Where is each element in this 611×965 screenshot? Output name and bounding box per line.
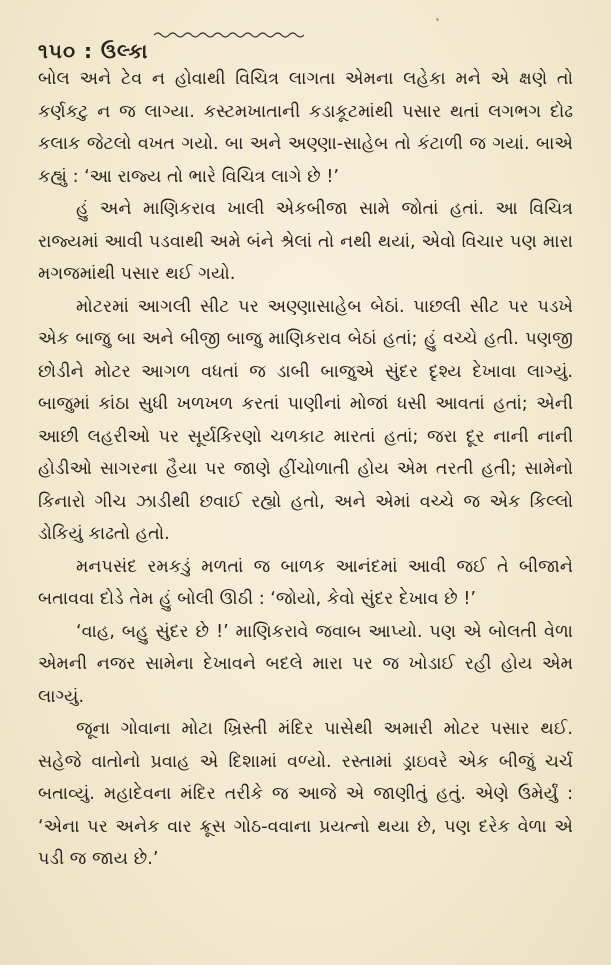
paragraph: જૂના ગોવાના મોટા ખ્રિસ્તી મંદિર પાસેથી અમારી મોટર પસાર થઈ. સહેજે વાતોનો પ્રવાહ એ દિશામાં વળ્યો. રસ્તામાં ડ્રાઇવરે એક બીજું ચર્ચ બતાવ્યું. મહાદેવના મંદિર તરીકે જ આજે એ જાણીતું હતું. એણે ઉમેર્યું : ‘એના પર અનેક વાર ક્રૂસ ગોઠ-વવાના પ્રયત્નો થયા છે, પણ દરેક વેળા એ પડી જ જાય છે.’: [38, 719, 573, 869]
body-text: [38, 63, 573, 876]
running-header: ૧૫૦ : ઉલ્કા: [38, 39, 149, 63]
paragraph: બોલ અને ટેવ ન હોવાથી વિચિત્ર લાગતા એમના લહેકા મને એ ક્ષણે તો કર્ણકટુ ન જ લાગ્યા. કસ્ટમખાતાની કડાકૂટમાંથી પસાર થતાં લગભગ દોઢ કલાક જેટલો વખત ગયો. બા અને અણ્ણા-સાહેબ તો કંટાળી જ ગયાં. બાએ કહ્યું : ‘આ રાજ્ય તો ભારે વિચિત્ર લાગે છે !’: [38, 69, 573, 187]
paragraph: હું અને માણિકરાવ ખાલી એકબીજા સામે જોતાં હતાં. આ વિચિત્ર રાજ્યમાં આવી પડવાથી અમે બંને શ્રેલાં તો નથી થયાં, એવો વિચાર પણ મારા મગજમાંથી પસાર થઈ ગયો.: [38, 199, 573, 284]
paragraph: ‘વાહ, બહુ સુંદર છે !’ માણિકરાવે જવાબ આપ્યો. પણ એ બોલતી વેળા એમની નજર સામેના દેખાવને બદલે મારા પર જ ખોડાઈ રહી હોય એમ લાગ્યું.: [38, 621, 573, 707]
wavy-underline-ornament: [154, 30, 304, 40]
paragraph: મનપસંદ રમકડું મળતાં જ બાળક આનંદમાં આવી જઈ તે બીજાને બતાવવા દોડે તેમ હું બોલી ઊઠી : ‘જોયો, કેવો સુંદર દેખાવ છે !’: [38, 556, 573, 609]
paper-speck: [436, 18, 439, 21]
paragraph: મોટરમાં આગલી સીટ પર અણ્ણાસાહેબ બેઠાં. પાછલી સીટ પર પડખે એક બાજુ બા અને બીજી બાજુ માણિકરાવ બેઠાં હતાં; હું વચ્ચે હતી. પણજી છોડીને મોટર આગળ વધતાં જ ડાબી બાજુએ સુંદર દૃશ્ય દેખાવા લાગ્યું. બાજુમાં કાંઠા સુધી ખળખળ કરતાં પાણીનાં મોજાં ધસી આવતાં હતાં; એની આછી લહરીઓ પર સૂર્યકિરણો ચળકાટ મારતાં હતાં; જરા દૂર નાની નાની હોડીઓ સાગરના હૈયા પર જાણે હીંચોળાતી હોય એમ તરતી હતી; સામેનો કિનારો ગીચ ઝાડીથી છવાઈ રહ્યો હતો, અને એમાં વચ્ચે જ એક કિલ્લો ડોકિયું કાઢતો હતો.: [38, 296, 573, 544]
